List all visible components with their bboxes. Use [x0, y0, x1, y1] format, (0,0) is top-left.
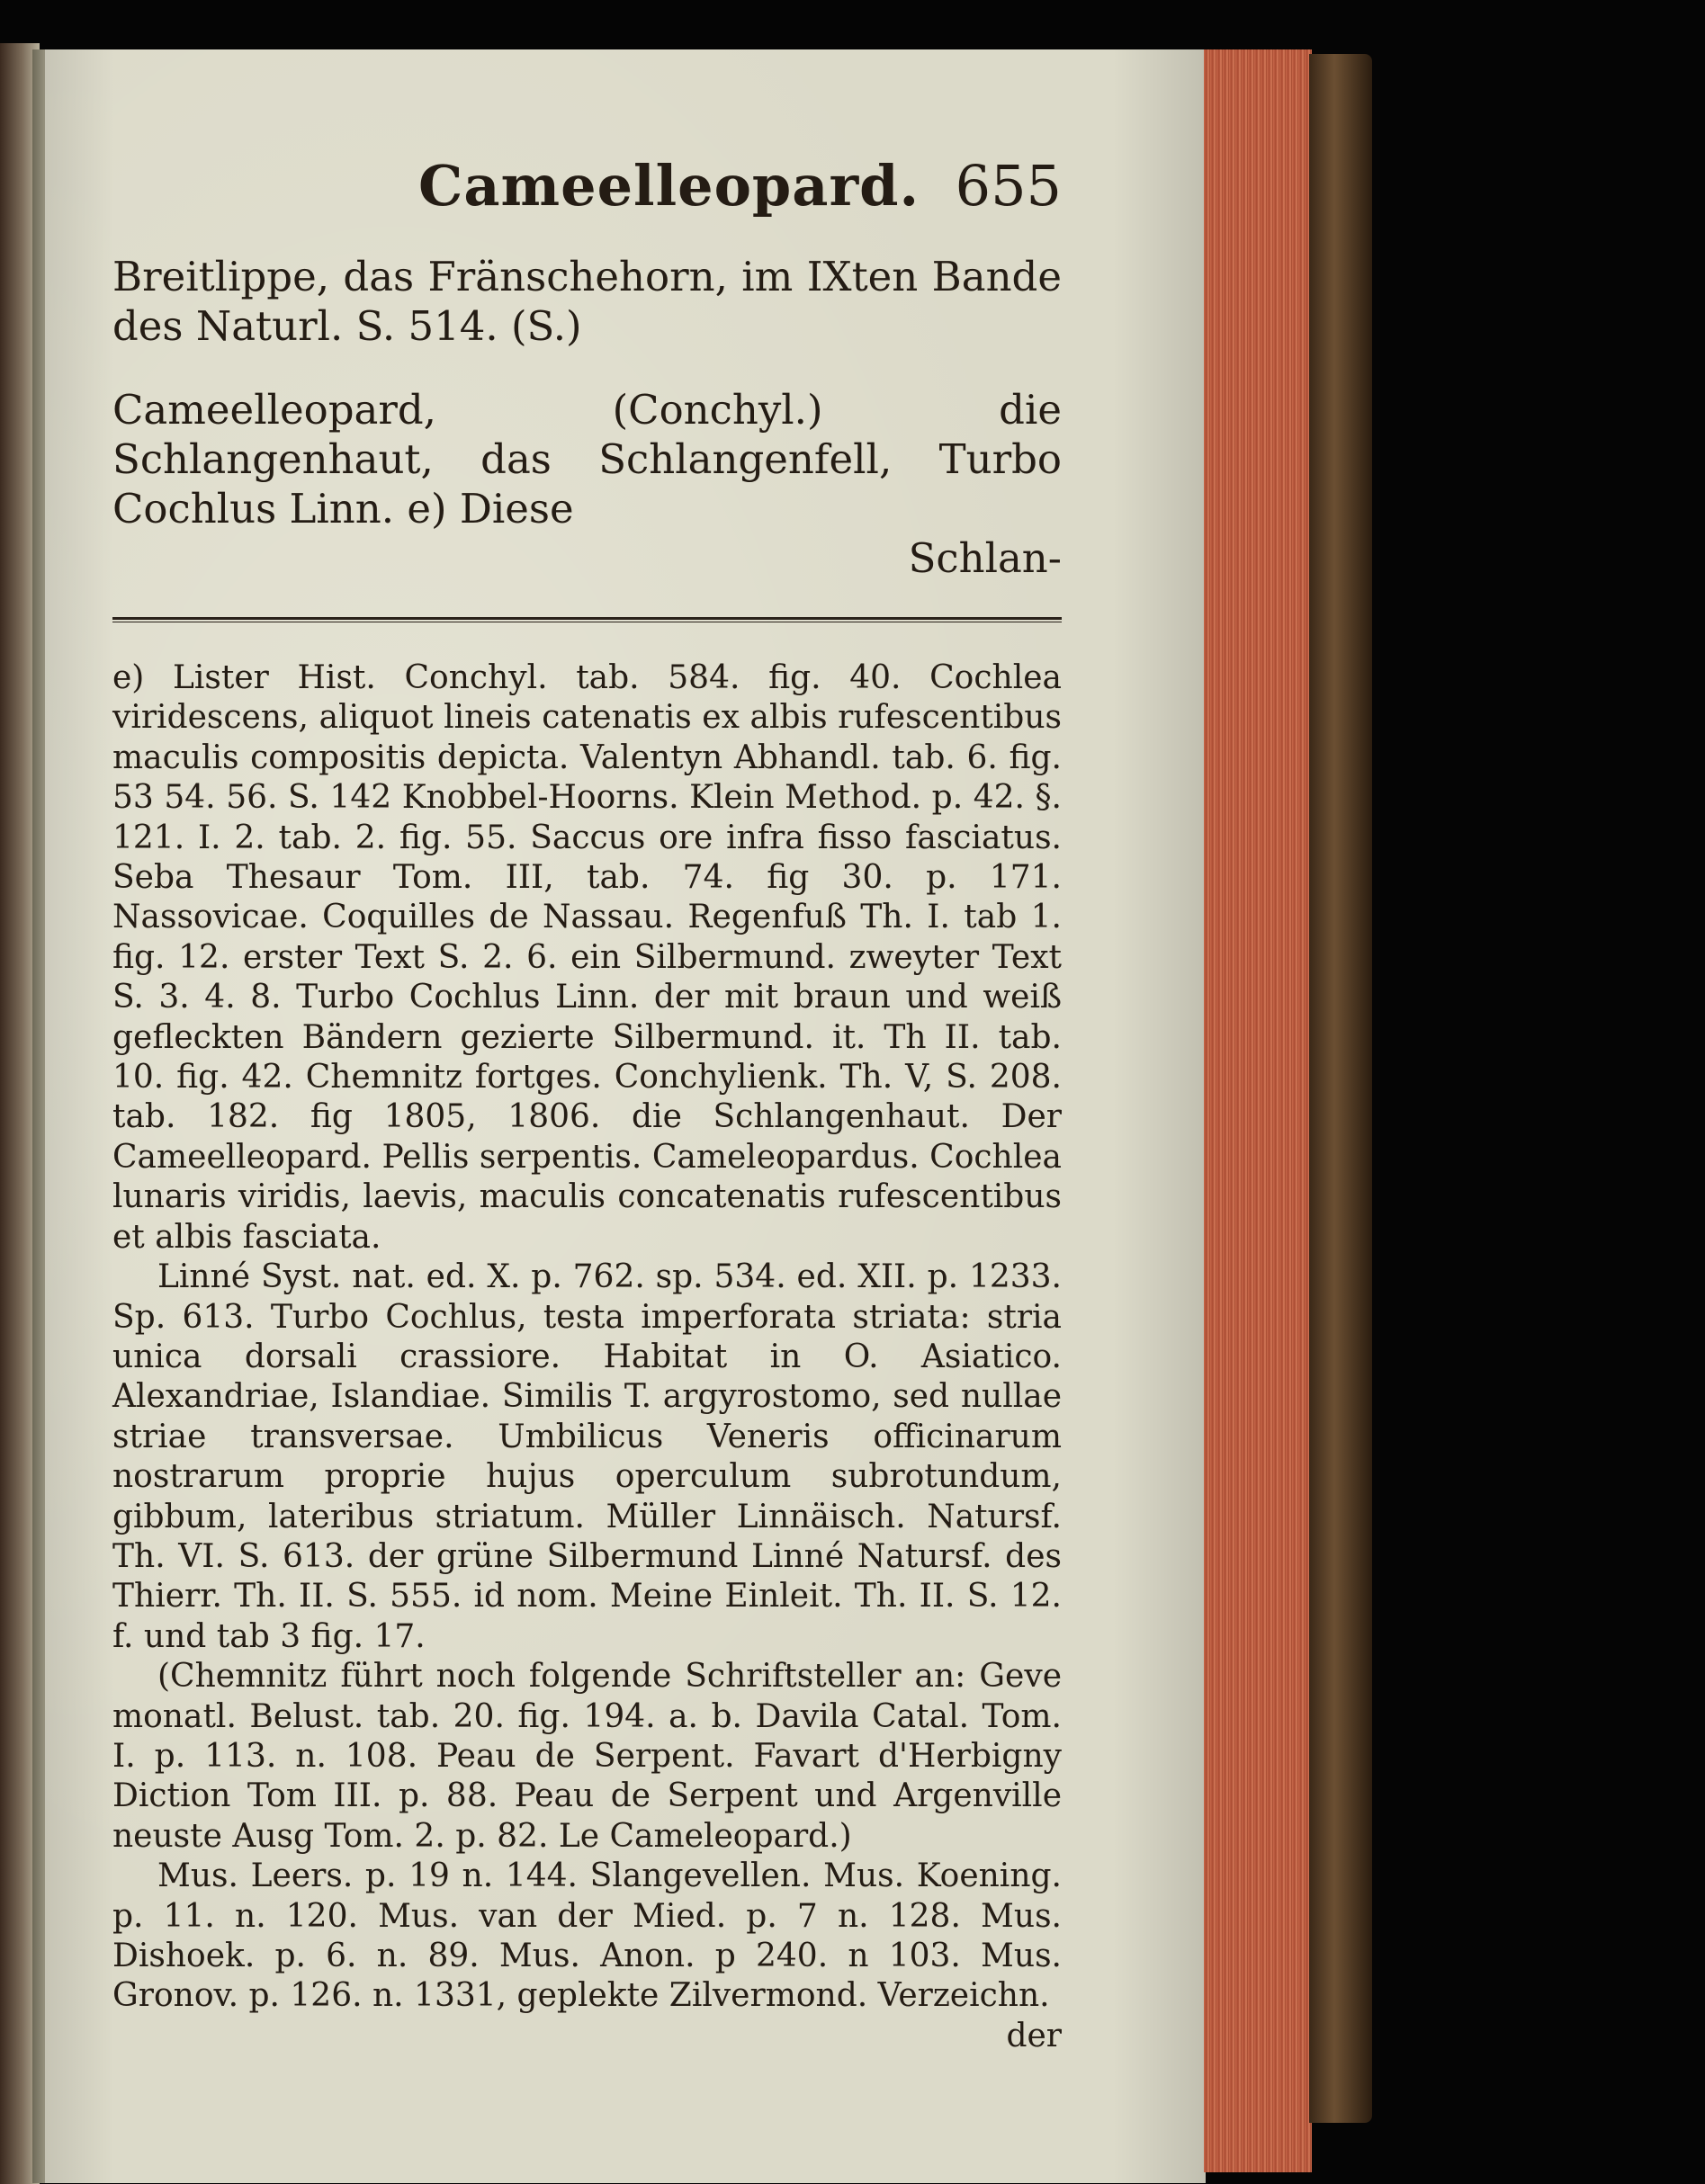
page-header [112, 153, 1062, 225]
page-text-block [112, 153, 1062, 2056]
dictionary-entry-breitlippe: Breitlippe, das Fränschehorn, im IXten Bande des Naturl. S. 514. (S.) [112, 253, 1062, 350]
page-number: 655 [955, 153, 1062, 219]
book-cover-edge [1309, 54, 1372, 2123]
footnote-catchword: der [1006, 2017, 1062, 2054]
dictionary-entry-cameelleopard: Cameelleopard, (Conchyl.) die Schlangenhaut, das Schlangenfell, Turbo Cochlus Linn. e) Diese [112, 386, 1062, 533]
running-head: Cameelleopard. [418, 153, 920, 219]
page-fore-edge [1204, 49, 1312, 2172]
footnote [112, 658, 1062, 2056]
footnote-paragraph-2: Linné Syst. nat. ed. X. p. 762. sp. 534. ed. XII. p. 1233. Sp. 613. Turbo Cochlus, testa imperforata striata: stria unica dorsali crassiore. Habitat in O. Asiatico. Alexandriae, Islandiae. Similis T. argyrostomo, sed nullae striae transversae. Umbilicus Veneris officinarum nostrarum proprie hujus operculum subrotundum, gibbum, lateribus striatum. Müller Linnäisch. Natursf. Th. VI. S. 613. der grüne Silbermund Linné Natursf. des Thierr. Th. II. S. 555. id nom. Meine Einleit. Th. II. S. 12. f. und tab 3 fig. 17. [112, 1258, 1062, 1655]
footnote-paragraph-3: (Chemnitz führt noch folgende Schriftsteller an: Geve monatl. Belust. tab. 20. fig. 194. a. b. Davila Catal. Tom. I. p. 113. n. 108. Peau de Serpent. Favart d'Herbigny Diction Tom III. p. 88. Peau de Serpent und Argenville neuste Ausg Tom. 2. p. 82. Le Cameleopard.) [112, 1658, 1062, 1855]
catchword: Schlan- [908, 534, 1062, 582]
footnote-paragraph-4: Mus. Leers. p. 19 n. 144. Slangevellen. Mus. Koening. p. 11. n. 120. Mus. van der Mied. p. 7 n. 128. Mus. Dishoek. p. 6. n. 89. Mus. Anon. p 240. n 103. Mus. Gronov. p. 126. n. 1331, geplekte Zilvermond. Verzeichn. [112, 1857, 1062, 2015]
footnote-rule [112, 617, 1062, 622]
footnote-paragraph-1: e) Lister Hist. Conchyl. tab. 584. fig. 40. Cochlea viridescens, aliquot lineis catenatis ex albis rufescentibus maculis compositis depicta. Valentyn Abhandl. tab. 6. fig. 53 54. 56. S. 142 Knobbel-Hoorns. Klein Method. p. 42. §. 121. I. 2. tab. 2. fig. 55. Saccus ore infra fisso fasciatus. Seba Thesaur Tom. III, tab. 74. fig 30. p. 171. Nassovicae. Coquilles de Nassau. Regenfuß Th. I. tab 1. fig. 12. erster Text S. 2. 6. ein Silbermund. zweyter Text S. 3. 4. 8. Turbo Cochlus Linn. der mit braun und weiß gefleckten Bändern gezierte Silbermund. it. Th II. tab. 10. fig. 42. Chemnitz fortges. Conchylienk. Th. V, S. 208. tab. 182. fig 1805, 1806. die Schlangenhaut. Der Cameelleopard. Pellis serpentis. Cameleopardus. Cochlea lunaris viridis, laevis, maculis concatenatis rufescentibus et albis fasciata. [112, 659, 1062, 1256]
